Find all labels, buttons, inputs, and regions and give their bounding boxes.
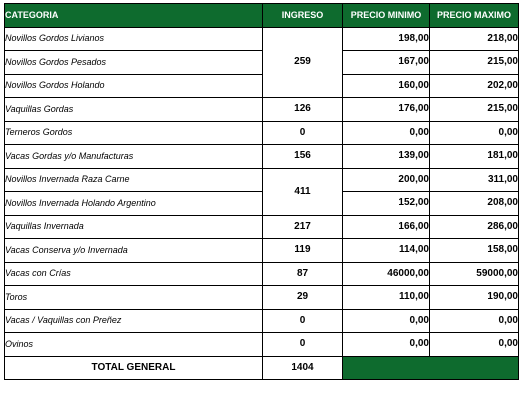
row-precio-minimo: 139,00 [343,145,430,169]
row-categoria: Novillos Gordos Pesados [5,51,263,75]
row-precio-maximo: 286,00 [430,215,519,239]
row-precio-maximo: 0,00 [430,333,519,357]
row-categoria: Novillos Invernada Holando Argentino [5,192,263,216]
row-ingreso: 126 [263,98,343,122]
row-precio-minimo: 46000,00 [343,262,430,286]
total-green-fill [343,356,519,380]
group-ingreso-novillos-gordos: 259 [263,27,343,98]
row-precio-maximo: 215,00 [430,51,519,75]
row-categoria: Novillos Gordos Livianos [5,27,263,51]
row-precio-minimo: 114,00 [343,239,430,263]
row-precio-minimo: 152,00 [343,192,430,216]
row-precio-maximo: 215,00 [430,98,519,122]
row-precio-minimo: 167,00 [343,51,430,75]
row-categoria: Toros [5,286,263,310]
row-categoria: Vaquillas Gordas [5,98,263,122]
row-precio-minimo: 0,00 [343,333,430,357]
table-row [5,192,519,216]
table-row [5,51,519,75]
row-ingreso: 0 [263,333,343,357]
table-row [5,262,519,286]
row-precio-minimo: 110,00 [343,286,430,310]
table-row [5,98,519,122]
row-ingreso: 0 [263,309,343,333]
row-precio-maximo: 218,00 [430,27,519,51]
row-precio-minimo: 166,00 [343,215,430,239]
table-row [5,239,519,263]
table-row [5,286,519,310]
row-categoria: Vacas Conserva y/o Invernada [5,239,263,263]
row-precio-maximo: 190,00 [430,286,519,310]
row-precio-minimo: 0,00 [343,309,430,333]
table-row [5,333,519,357]
row-ingreso: 156 [263,145,343,169]
row-precio-maximo: 208,00 [430,192,519,216]
row-ingreso: 119 [263,239,343,263]
table-row [5,27,519,51]
row-ingreso: 29 [263,286,343,310]
row-precio-maximo: 0,00 [430,121,519,145]
row-precio-minimo: 198,00 [343,27,430,51]
group-ingreso-novillos-invernada: 411 [263,168,343,215]
table-row [5,74,519,98]
row-precio-maximo: 158,00 [430,239,519,263]
total-general-ingreso: 1404 [263,356,343,380]
table-row [5,168,519,192]
table-row [5,215,519,239]
row-precio-maximo: 0,00 [430,309,519,333]
row-categoria: Vacas / Vaquillas con Preñez [5,309,263,333]
table-row [5,121,519,145]
row-precio-minimo: 0,00 [343,121,430,145]
header-precio-minimo: PRECIO MINIMO [343,4,430,28]
row-precio-maximo: 181,00 [430,145,519,169]
table-row [5,145,519,169]
row-categoria: Novillos Invernada Raza Carne [5,168,263,192]
row-categoria: Vacas con Crías [5,262,263,286]
row-precio-minimo: 160,00 [343,74,430,98]
total-row [5,356,519,380]
total-general-label: TOTAL GENERAL [5,356,263,380]
row-precio-maximo: 59000,00 [430,262,519,286]
row-precio-minimo: 200,00 [343,168,430,192]
row-categoria: Terneros Gordos [5,121,263,145]
header-precio-maximo: PRECIO MAXIMO [430,4,519,28]
row-precio-maximo: 311,00 [430,168,519,192]
row-precio-minimo: 176,00 [343,98,430,122]
table-header-row [5,4,519,28]
row-categoria: Vacas Gordas y/o Manufacturas [5,145,263,169]
row-precio-maximo: 202,00 [430,74,519,98]
hacienda-price-table [4,3,519,380]
table-row [5,309,519,333]
row-ingreso: 0 [263,121,343,145]
header-categoria: CATEGORIA [5,4,263,28]
row-categoria: Ovinos [5,333,263,357]
row-categoria: Vaquillas Invernada [5,215,263,239]
row-ingreso: 87 [263,262,343,286]
header-ingreso: INGRESO [263,4,343,28]
row-categoria: Novillos Gordos Holando [5,74,263,98]
row-ingreso: 217 [263,215,343,239]
